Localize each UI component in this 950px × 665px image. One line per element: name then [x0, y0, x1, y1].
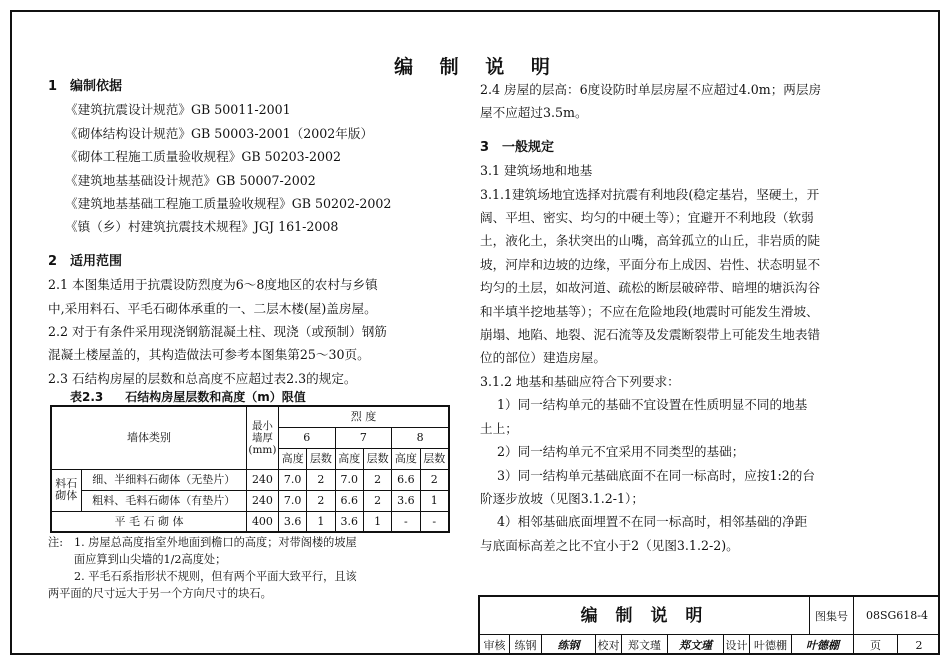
title-block-title: 编 制 说 明 — [480, 597, 810, 635]
note-2-line2: 两平面的尺寸远大于另一个方向尺寸的块石。 — [48, 587, 272, 601]
group-ashlar-masonry: 料石砌体 — [51, 469, 81, 511]
table-cell: 2 — [363, 469, 391, 490]
table-cell: 7.0 — [278, 469, 306, 490]
reference-item: 《建筑地基基础设计规范》GB 50007-2002 — [65, 172, 316, 188]
table-cell: 3.6 — [278, 511, 306, 532]
cell-thickness: 400 — [246, 511, 278, 532]
height-limit-table — [50, 405, 450, 533]
reference-item: 《建筑地基基础工程施工质量验收规程》GB 50202-2002 — [65, 196, 392, 212]
table-cell: 1 — [420, 490, 449, 511]
row-label: 平 毛 石 砌 体 — [51, 511, 246, 532]
header-intensity: 烈 度 — [278, 406, 449, 427]
section-2-number: 2 — [48, 253, 58, 269]
review-label: 审核 — [480, 635, 510, 655]
designer-signature: 叶德棚 — [792, 635, 854, 655]
table-cell: 6.6 — [392, 469, 420, 490]
table-cell: 3.6 — [392, 490, 420, 511]
table-cell: 2 — [363, 490, 391, 511]
note-2-line1: 2. 平毛石系指形状不规则，但有两个平面大致平行，且该 — [74, 570, 357, 584]
table-cell: 7.0 — [278, 490, 306, 511]
table-cell: 2 — [307, 469, 335, 490]
reference-item: 《镇（乡）村建筑抗震技术规程》JGJ 161-2008 — [65, 219, 339, 235]
requirement-1-line2: 土上； — [480, 420, 518, 436]
requirement-2: 2）同一结构单元不宜采用不同类型的基础； — [497, 444, 745, 460]
table-number: 表2.3 — [70, 390, 104, 405]
page-title: 编 制 说 明 — [394, 56, 560, 78]
check-label: 校对 — [596, 635, 622, 655]
design-label: 设计 — [724, 635, 750, 655]
section-1-heading — [48, 75, 458, 98]
clause-3-1-1-line: 位的部位）建造房屋。 — [480, 350, 606, 366]
header-floors: 层数 — [420, 448, 449, 469]
clause-3-1-1-line: 3.1.1建筑场地宜选择对抗震有利地段(稳定基岩，坚硬土，开 — [480, 186, 820, 202]
table-cell: - — [392, 511, 420, 532]
table-cell: 2 — [307, 490, 335, 511]
checker-signature: 郑文瑾 — [668, 635, 724, 655]
table-cell: - — [420, 511, 449, 532]
atlas-number: 08SG618-4 — [865, 609, 929, 622]
header-degree-7: 7 — [335, 427, 392, 448]
designer-name: 叶德棚 — [750, 635, 792, 655]
table-cell: 7.0 — [335, 469, 363, 490]
note-1-line1: 1. 房屋总高度指室外地面到檐口的高度；对带阁楼的坡屋 — [74, 536, 357, 550]
note-1-line2: 面应算到山尖墙的1/2高度处； — [74, 553, 227, 567]
table-caption — [70, 389, 458, 405]
clause-3-1: 3.1 建筑场地和地基 — [480, 163, 593, 179]
header-height: 高度 — [335, 448, 363, 469]
section-1-number: 1 — [48, 79, 58, 94]
section-1-title: 编制依据 — [70, 79, 123, 94]
cell-thickness: 240 — [246, 490, 278, 511]
page-number: 2 — [915, 638, 923, 652]
clause-3-1-1-line: 土，液化土，条状突出的山嘴，高耸孤立的山丘，非岩质的陡 — [480, 233, 821, 249]
cell-thickness: 240 — [246, 469, 278, 490]
section-2-heading — [48, 250, 458, 273]
table-cell: 1 — [307, 511, 335, 532]
header-floors: 层数 — [363, 448, 391, 469]
clause-2-3: 2.3 石结构房屋的层数和总高度不应超过表2.3的规定。 — [48, 370, 357, 386]
clause-2-1-line1: 2.1 本图集适用于抗震设防烈度为6～8度地区的农村与乡镇 — [48, 277, 378, 293]
reviewer-signature: 练钢 — [542, 635, 596, 655]
clause-3-1-1-line: 均匀的土层，如故河道、疏松的断层破碎带、暗埋的塘浜沟谷 — [480, 280, 821, 296]
notes-label: 注: — [48, 536, 63, 550]
reference-item: 《砌体工程施工质量验收规程》GB 50203-2002 — [65, 149, 341, 165]
requirement-3-line1: 3）同一结构单元基础底面不在同一标高时，应按1:2的台 — [497, 467, 815, 483]
header-min-thickness: 最小墙厚(mm) — [246, 406, 278, 469]
header-floors: 层数 — [307, 448, 335, 469]
row-label: 细、半细料石砌体（无垫片） — [81, 469, 246, 490]
header-wall-type: 墙体类别 — [51, 406, 246, 469]
section-3-title: 一般规定 — [502, 139, 555, 155]
reference-item: 《砌体结构设计规范》GB 50003-2001（2002年版） — [65, 125, 374, 141]
atlas-number-label: 图集号 — [810, 597, 854, 634]
section-3-number: 3 — [480, 139, 490, 155]
clause-3-1-1-line: 和半填半挖地基等）；不应在危险地段(地震时可能发生滑坡、 — [480, 303, 819, 319]
requirement-3-line2: 阶逐步放坡（见图3.1.2-1）； — [480, 490, 644, 506]
checker-name: 郑文瑾 — [622, 635, 668, 655]
table-notes — [48, 534, 458, 602]
table-cell: 1 — [363, 511, 391, 532]
requirement-1-line1: 1）同一结构单元的基础不宜设置在性质明显不同的地基 — [497, 397, 808, 413]
clause-2-2-line1: 2.2 对于有条件采用现浇钢筋混凝土柱、现浇（或预制）钢筋 — [48, 324, 387, 340]
clause-2-2-line2: 混凝土楼屋盖的，其构造做法可参考本图集第25～30页。 — [48, 347, 370, 363]
clause-3-1-2: 3.1.2 地基和基础应符合下列要求： — [480, 373, 680, 389]
right-column — [480, 78, 920, 557]
table-title: 石结构房屋层数和高度（m）限值 — [125, 390, 306, 405]
reviewer-name: 练钢 — [510, 635, 542, 655]
clause-2-1-line2: 中,采用料石、平毛石砌体承重的一、二层木楼(屋)盖房屋。 — [48, 300, 377, 316]
clause-3-1-1-line: 阔、平坦、密实、均匀的中硬土等）；宜避开不利地段（软弱 — [480, 210, 814, 226]
section-2-title: 适用范围 — [70, 253, 123, 269]
section-3-heading — [480, 136, 920, 159]
clause-2-4-line2: 屋不应超过3.5m。 — [480, 105, 588, 121]
table-cell: 2 — [420, 469, 449, 490]
requirement-4-line1: 4）相邻基础底面埋置不在同一标高时，相邻基础的净距 — [497, 514, 808, 530]
clause-3-1-1-line: 坡，河岸和边坡的边缘，平面分布上成因、岩性、状态明显不 — [480, 256, 821, 272]
table-cell: 6.6 — [335, 490, 363, 511]
row-label: 粗料、毛料石砌体（有垫片） — [81, 490, 246, 511]
left-column — [48, 75, 458, 602]
header-height: 高度 — [278, 448, 306, 469]
table-cell: 3.6 — [335, 511, 363, 532]
page-label: 页 — [854, 635, 898, 655]
title-block — [478, 595, 940, 655]
clause-2-4-line1: 2.4 房屋的层高：6度设防时单层房屋不应超过4.0m；两层房 — [480, 82, 822, 97]
requirement-4-line2: 与底面标高差之比不宜小于2（见图3.1.2-2)。 — [480, 537, 739, 553]
clause-3-1-1-line: 崩塌、地陷、地裂、泥石流等及发震断裂带上可能发生地表错 — [480, 327, 821, 343]
header-height: 高度 — [392, 448, 420, 469]
header-degree-8: 8 — [392, 427, 449, 448]
reference-item: 《建筑抗震设计规范》GB 50011-2001 — [65, 102, 291, 118]
header-degree-6: 6 — [278, 427, 335, 448]
